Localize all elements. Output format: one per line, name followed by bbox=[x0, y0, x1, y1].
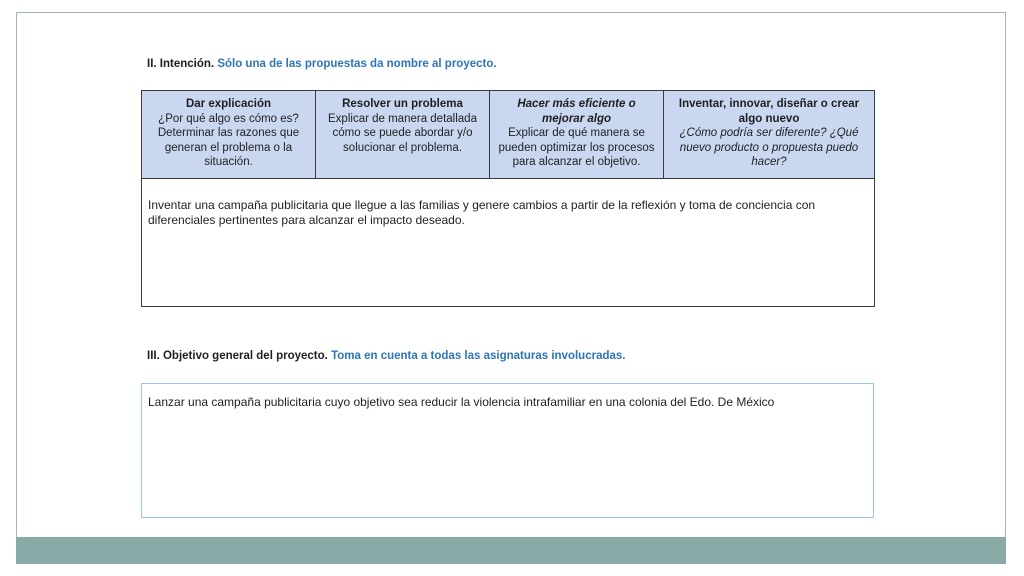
option-title: Dar explicación bbox=[185, 98, 271, 110]
section-ii-heading bbox=[147, 58, 497, 70]
section-iii-title: Objetivo general del proyecto. bbox=[162, 350, 328, 362]
options-row bbox=[142, 91, 875, 179]
objective-answer-box[interactable] bbox=[141, 383, 874, 518]
section-iii-heading bbox=[147, 350, 625, 362]
option-description: ¿Por qué algo es cómo es? Determinar las razones que generan el problema o la situación. bbox=[157, 112, 300, 168]
objective-answer: Lanzar una campaña publicitaria cuyo objetivo sea reducir la violencia intrafamiliar en una colonia del Edo. De México bbox=[148, 395, 775, 409]
section-ii-hint: Sólo una de las propuestas da nombre al proyecto. bbox=[217, 58, 497, 70]
footer-bar bbox=[16, 537, 1006, 564]
section-ii-number: II. bbox=[147, 58, 157, 70]
intention-table bbox=[141, 90, 875, 307]
option-title: Hacer más eficiente o mejorar algo bbox=[517, 98, 636, 125]
option-solve[interactable] bbox=[316, 91, 490, 179]
option-explain[interactable] bbox=[142, 91, 316, 179]
option-description: ¿Cómo podría ser diferente? ¿Qué nuevo producto o propuesta puedo hacer? bbox=[679, 127, 859, 168]
section-ii-title: Intención. bbox=[159, 58, 215, 70]
section-iii-number: III. bbox=[147, 350, 160, 362]
option-description: Explicar de manera detallada cómo se puede abordar y/o solucionar el problema. bbox=[328, 112, 477, 154]
intention-answer[interactable]: Inventar una campaña publicitaria que llegue a las familias y genere cambios a partir de la reflexión y toma de conciencia con diferenciales pertinentes para alcanzar el impacto deseado. bbox=[142, 179, 875, 307]
option-description: Explicar de qué manera se pueden optimizar los procesos para alcanzar el objetivo. bbox=[498, 127, 655, 168]
option-title: Inventar, innovar, diseñar o crear algo nuevo bbox=[678, 98, 860, 125]
section-iii-hint: Toma en cuenta a todas las asignaturas involucradas. bbox=[331, 350, 626, 362]
option-improve[interactable] bbox=[490, 91, 664, 179]
option-invent[interactable] bbox=[664, 91, 875, 179]
answer-row bbox=[142, 179, 875, 307]
option-title: Resolver un problema bbox=[342, 98, 463, 110]
